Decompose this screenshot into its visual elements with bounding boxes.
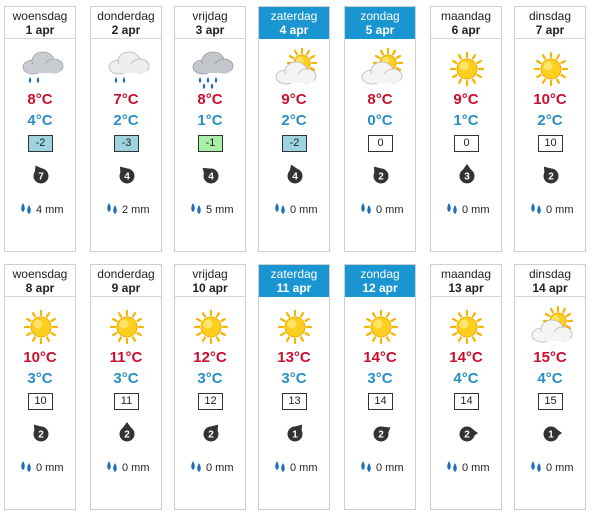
day-header: [431, 265, 501, 297]
rain-drops-icon: [529, 459, 543, 476]
day-header: [345, 265, 415, 297]
day-card: [514, 264, 586, 510]
rain-drops-icon: [359, 459, 373, 476]
sun-icon: [104, 305, 150, 351]
day-date: 9 apr: [111, 281, 141, 295]
max-temperature: 8°C: [27, 91, 53, 108]
feels-like-box: 10: [28, 393, 53, 410]
wind-direction-icon: [540, 164, 562, 186]
min-temperature: 3°C: [27, 370, 53, 387]
wind-force-number: 3: [464, 171, 470, 183]
max-temperature: 10°C: [23, 349, 57, 366]
precipitation: [359, 201, 404, 218]
wind-force-number: 4: [208, 171, 214, 183]
precipitation: [529, 459, 574, 476]
feels-like-box: -1: [198, 135, 223, 152]
feels-like-box: -2: [282, 135, 307, 152]
max-temperature: 9°C: [453, 91, 479, 108]
precipitation: [529, 201, 574, 218]
precipitation-amount: 0 mm: [206, 461, 234, 474]
wind-force-number: 1: [292, 429, 298, 441]
precipitation: [189, 201, 234, 218]
day-date: 3 apr: [195, 23, 225, 37]
day-card: [514, 6, 586, 252]
wind-force-number: 2: [378, 429, 384, 441]
wind-direction-icon: [284, 164, 306, 186]
day-date: 11 apr: [276, 281, 312, 295]
day-card: [174, 264, 246, 510]
partly-cloudy-icon: [272, 47, 318, 93]
min-temperature: 2°C: [537, 112, 563, 129]
day-date: 4 apr: [279, 23, 309, 37]
wind-force-number: 4: [292, 171, 298, 183]
sun-icon: [444, 305, 490, 351]
sun-icon: [444, 47, 490, 93]
precipitation-amount: 0 mm: [376, 461, 404, 474]
max-temperature: 13°C: [277, 349, 311, 366]
rain-drops-icon: [105, 201, 119, 218]
precipitation-amount: 0 mm: [546, 203, 574, 216]
day-header: [5, 265, 75, 297]
wind-direction-icon: [30, 422, 52, 444]
day-card: [90, 264, 162, 510]
precipitation: [105, 201, 150, 218]
day-card: [174, 6, 246, 252]
day-header: [431, 7, 501, 39]
min-temperature: 3°C: [197, 370, 223, 387]
day-card: [4, 264, 76, 510]
min-temperature: 1°C: [197, 112, 223, 129]
rain-drops-icon: [19, 201, 33, 218]
day-name: woensdag: [12, 9, 68, 23]
day-date: 7 apr: [535, 23, 565, 37]
precipitation-amount: 0 mm: [376, 203, 404, 216]
day-name: dinsdag: [528, 267, 572, 281]
wind-direction-icon: [540, 422, 562, 444]
rain-drops-icon: [273, 459, 287, 476]
precipitation-amount: 0 mm: [36, 461, 64, 474]
wind-force-number: 2: [38, 429, 44, 441]
day-date: 5 apr: [365, 23, 395, 37]
feels-like-box: 11: [114, 393, 139, 410]
precipitation-amount: 0 mm: [290, 203, 318, 216]
wind-force-number: 2: [378, 171, 384, 183]
day-header: [175, 7, 245, 39]
min-temperature: 4°C: [27, 112, 53, 129]
day-date: 13 apr: [448, 281, 484, 295]
max-temperature: 10°C: [533, 91, 567, 108]
feels-like-box: -3: [114, 135, 139, 152]
day-card: [258, 264, 330, 510]
precipitation-amount: 0 mm: [546, 461, 574, 474]
day-header: [259, 7, 329, 39]
wind-force-number: 7: [38, 171, 44, 183]
precipitation-amount: 0 mm: [122, 461, 150, 474]
precipitation: [19, 459, 64, 476]
max-temperature: 8°C: [197, 91, 223, 108]
feels-like-box: 0: [454, 135, 479, 152]
max-temperature: 14°C: [449, 349, 483, 366]
wind-force-number: 1: [548, 429, 554, 441]
day-name: donderdag: [97, 9, 155, 23]
day-name: zaterdag: [270, 9, 318, 23]
day-name: zaterdag: [270, 267, 318, 281]
feels-like-box: 10: [538, 135, 563, 152]
day-card: [430, 264, 502, 510]
day-header: [515, 265, 585, 297]
wind-force-number: 2: [124, 429, 130, 441]
precipitation: [445, 459, 490, 476]
precipitation: [189, 459, 234, 476]
rain-drops-icon: [359, 201, 373, 218]
sun-icon: [358, 305, 404, 351]
wind-direction-icon: [116, 422, 138, 444]
feels-like-box: 14: [454, 393, 479, 410]
day-name: vrijdag: [192, 9, 228, 23]
day-date: 14 apr: [532, 281, 568, 295]
max-temperature: 7°C: [113, 91, 139, 108]
precipitation-amount: 2 mm: [122, 203, 150, 216]
min-temperature: 3°C: [281, 370, 307, 387]
wind-direction-icon: [284, 422, 306, 444]
max-temperature: 8°C: [367, 91, 393, 108]
wind-direction-icon: [456, 422, 478, 444]
rain-drops-icon: [105, 459, 119, 476]
partly-cloudy-icon: [528, 305, 574, 351]
feels-like-box: -2: [28, 135, 53, 152]
day-card: [430, 6, 502, 252]
rain-cloud-icon: [18, 47, 64, 93]
max-temperature: 14°C: [363, 349, 397, 366]
precipitation: [445, 201, 490, 218]
day-date: 12 apr: [362, 281, 398, 295]
day-header: [345, 7, 415, 39]
day-date: 8 apr: [25, 281, 55, 295]
min-temperature: 0°C: [367, 112, 393, 129]
rain-drops-icon: [445, 201, 459, 218]
day-date: 6 apr: [451, 23, 481, 37]
precipitation: [273, 201, 318, 218]
wind-force-number: 2: [548, 171, 554, 183]
precipitation-amount: 0 mm: [462, 461, 490, 474]
day-header: [175, 265, 245, 297]
wind-direction-icon: [370, 164, 392, 186]
day-date: 2 apr: [111, 23, 141, 37]
day-card: [344, 264, 416, 510]
wind-direction-icon: [200, 164, 222, 186]
rain-drops-icon: [273, 201, 287, 218]
day-name: vrijdag: [192, 267, 228, 281]
wind-force-number: 2: [464, 429, 470, 441]
day-name: zondag: [360, 267, 400, 281]
day-header: [515, 7, 585, 39]
day-name: woensdag: [12, 267, 68, 281]
day-card: [4, 6, 76, 252]
wind-direction-icon: [370, 422, 392, 444]
wind-direction-icon: [456, 164, 478, 186]
sun-icon: [188, 305, 234, 351]
max-temperature: 15°C: [533, 349, 567, 366]
wind-direction-icon: [116, 164, 138, 186]
partly-cloudy-icon: [358, 47, 404, 93]
sun-icon: [18, 305, 64, 351]
min-temperature: 3°C: [113, 370, 139, 387]
precipitation-amount: 5 mm: [206, 203, 234, 216]
heavy-rain-cloud-icon: [188, 47, 234, 93]
precipitation: [105, 459, 150, 476]
day-header: [91, 265, 161, 297]
precipitation: [19, 201, 64, 218]
sun-icon: [528, 47, 574, 93]
precipitation-amount: 0 mm: [462, 203, 490, 216]
min-temperature: 1°C: [453, 112, 479, 129]
day-date: 1 apr: [25, 23, 55, 37]
precipitation-amount: 4 mm: [36, 203, 64, 216]
day-card: [90, 6, 162, 252]
min-temperature: 2°C: [281, 112, 307, 129]
feels-like-box: 13: [282, 393, 307, 410]
rain-drops-icon: [529, 201, 543, 218]
day-name: dinsdag: [528, 9, 572, 23]
day-card: [344, 6, 416, 252]
precipitation-amount: 0 mm: [290, 461, 318, 474]
rain-drops-icon: [19, 459, 33, 476]
max-temperature: 9°C: [281, 91, 307, 108]
feels-like-box: 12: [198, 393, 223, 410]
day-name: zondag: [360, 9, 400, 23]
day-header: [5, 7, 75, 39]
feels-like-box: 15: [538, 393, 563, 410]
rain-drops-icon: [189, 459, 203, 476]
day-header: [91, 7, 161, 39]
day-date: 10 apr: [192, 281, 228, 295]
rain-drops-icon: [189, 201, 203, 218]
wind-force-number: 4: [124, 171, 130, 183]
precipitation: [273, 459, 318, 476]
feels-like-box: 14: [368, 393, 393, 410]
precipitation: [359, 459, 404, 476]
light-rain-cloud-icon: [104, 47, 150, 93]
feels-like-box: 0: [368, 135, 393, 152]
rain-drops-icon: [445, 459, 459, 476]
max-temperature: 12°C: [193, 349, 227, 366]
min-temperature: 2°C: [113, 112, 139, 129]
day-card: [258, 6, 330, 252]
wind-force-number: 2: [208, 429, 214, 441]
day-name: maandag: [440, 267, 492, 281]
day-header: [259, 265, 329, 297]
min-temperature: 4°C: [537, 370, 563, 387]
max-temperature: 11°C: [109, 349, 143, 366]
sun-icon: [272, 305, 318, 351]
day-name: maandag: [440, 9, 492, 23]
day-name: donderdag: [97, 267, 155, 281]
min-temperature: 4°C: [453, 370, 479, 387]
min-temperature: 3°C: [367, 370, 393, 387]
wind-direction-icon: [30, 164, 52, 186]
wind-direction-icon: [200, 422, 222, 444]
